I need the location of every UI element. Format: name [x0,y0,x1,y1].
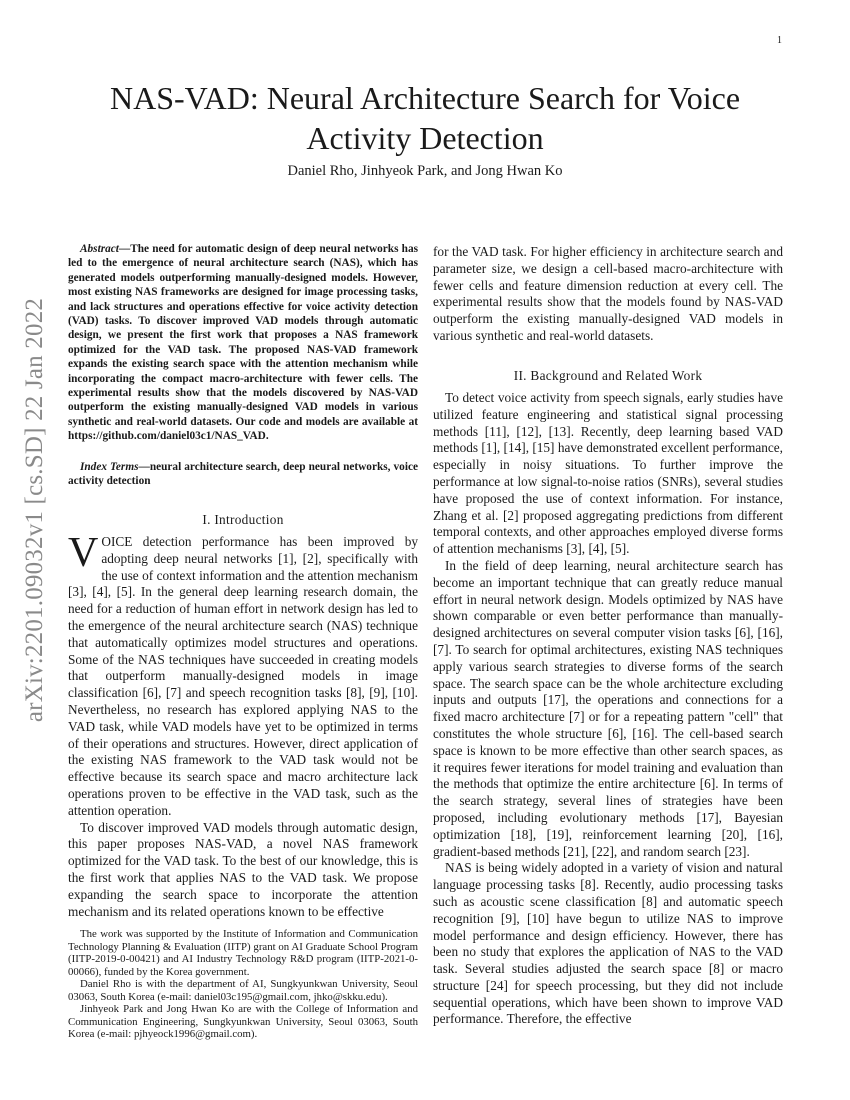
abstract-text: —The need for automatic design of deep neural networks has led to the emergence of neural architecture search (NAS), which has generated models outperforming manually-designed models. However, most existing NAS frameworks are designed for image processing tasks, and lack structures and operations effective for voice activity detection (VAD) tasks. To discover improved VAD models through automatic design, we present the first work that proposes a NAS framework optimized for the VAD task. The proposed NAS-VAD framework expands the existing search space with the attention mechanism while incorporating the compact macro-architecture with fewer cells. The experimental results show that the models discovered by NAS-VAD outperform the existing manually-designed VAD models in various synthetic and real-world datasets. Our code and models are available at https://github.com/daniel03c1/NAS_VAD. [68,243,418,443]
page-number: 1 [777,35,782,46]
footnote-funding: The work was supported by the Institute of Information and Communication Technology Planning & Evaluation (IITP) grant on AI Graduate School Program (IITP-2019-0-00421) and AI Industry Technology R&D program (IITP-2021-0-00066), funded by the Korea government. [68,928,418,978]
title-line-2: Activity Detection [306,120,544,156]
index-terms-label: Index Terms [80,461,139,473]
abstract [68,242,418,444]
footnote-author-2: Jinhyeok Park and Jong Hwan Ko are with the College of Information and Communication Engineering, Sungkyunkwan University, Seoul 03063, South Korea (e-mail: pjhyeock1996@gmail.com). [68,1003,418,1040]
intro-continuation-text: for the VAD task. For higher efficiency in architecture search and parameter size, we design a cell-based macro-architecture with fewer cells and feature dimension reduction at every cell. The experimental results show that the models found by NAS-VAD outperform the existing manually-designed VAD models in various synthetic and real-world datasets. [433,244,783,343]
background-paragraph-1: To detect voice activity from speech signals, early studies have utilized feature engineering and statistical signal processing methods [11], [12], [13]. Recently, deep learning based VAD methods [1], [14], [15] have demonstrated excellent performance, especially in noisy situations. To further improve the performance at low signal-to-noise ratios (SNRs), several studies have proposed the use of context information. For instance, Zhang et al. [2] proposed aggregating predictions from different temporal contexts, and other approaches employed diverse forms of attention mechanisms [3], [4], [5]. [433,390,784,557]
background-paragraph-2: In the field of deep learning, neural architecture search has become an important technique that can greatly reduce manual effort in neural network design. Models optimized by NAS have shown comparable or even better performance than manually-designed architectures on several computer vision tasks [6], [16], [7]. To search for optimal architectures, existing NAS techniques apply various search strategies to diverse forms of the search space. The search space can be the whole architecture excluding inputs and outputs [17], the operations and connections for a fixed macro architecture [7] or for a repeating pattern "cell" that constitutes the whole structure [6], [16]. The cell-based search space is known to be more effective than other search spaces, as it requires fewer iterations for model training and evaluation than the methods that optimize the entire architecture [6]. In terms of the search strategy, several lines of strategies have been proposed, including evolutionary methods [17], Bayesian optimization [18], [19], reinforcement learning [20], [16], gradient-based methods [21], [22], and random search [23]. [433,557,783,859]
section-heading-background: II. Background and Related Work [513,368,703,383]
introduction-body [68,530,418,920]
author-list: Daniel Rho, Jinhyeok Park, and Jong Hwan Ko [287,163,563,179]
index-terms-text: —neural architecture search, deep neural networks, voice activity detection [68,461,418,488]
title-line-1: NAS-VAD: Neural Architecture Search for Voice [109,80,741,116]
arxiv-side-stamp [10,297,60,723]
intro-paragraph-1: OICE detection performance has been improved by adopting deep neural networks [1], [2], specifically with the use of context information and the attention mechanism [3], [4], [5]. In the general deep learning research domain, the need for a reduction of human effort in network design has led to the emergence of the neural architecture search (NAS) technique that automatically optimizes model structures and operations. Some of the NAS techniques have succeeded in creating models that outperform manually-designed models in image classification [6], [7] and speech recognition tasks [8], [9], [10]. Nevertheless, no research has explored applying NAS to the VAD task, while VAD models have yet to be optimized in terms of their operations and structures. However, direct application of the existing NAS framework to the VAD task would not be effective because its search space and macro architecture lack operations proven to be effective in the VAD task, such as the attention operation. [68,534,418,818]
abstract-label: Abstract [80,243,119,255]
footnote-author-1: Daniel Rho is with the department of AI, Sungkyunkwan University, Seoul 03063, South Korea (e-mail: daniel03c195@gmail.com, jhko@skku.edu). [68,978,418,1003]
background-body [433,390,783,1028]
index-terms [68,460,418,489]
drop-cap: V [68,530,99,576]
paper-title [60,78,790,158]
footnotes [68,928,418,1041]
intro-continuation [433,244,783,345]
background-paragraph-3: NAS is being widely adopted in a variety of vision and natural language processing tasks [8]. Recently, audio processing tasks such as acoustic scene classification [8] and automatic speech recognition [9], [10] have begun to utilize NAS to improve model performance and design efficiency. However, there has been no study that explores the application of NAS to the VAD task. Several studies adjusted the search space [8] or macro structure [24] for speech processing, but they did not include sequential operations, which have been shown to improve VAD performance. Therefore, the effective [433,860,783,1027]
section-heading-introduction: I. Introduction [202,512,284,527]
arxiv-identifier: arXiv:2201.09032v1 [cs.SD] 22 Jan 2022 [21,297,48,723]
intro-paragraph-2: To discover improved VAD models through automatic design, this paper proposes NAS-VAD, a novel NAS framework optimized for the VAD task. To the best of our knowledge, this is the first work that applies NAS to the VAD task. We propose expanding the search space to incorporate the attention mechanism and its related operations known to be effective [68,819,418,919]
